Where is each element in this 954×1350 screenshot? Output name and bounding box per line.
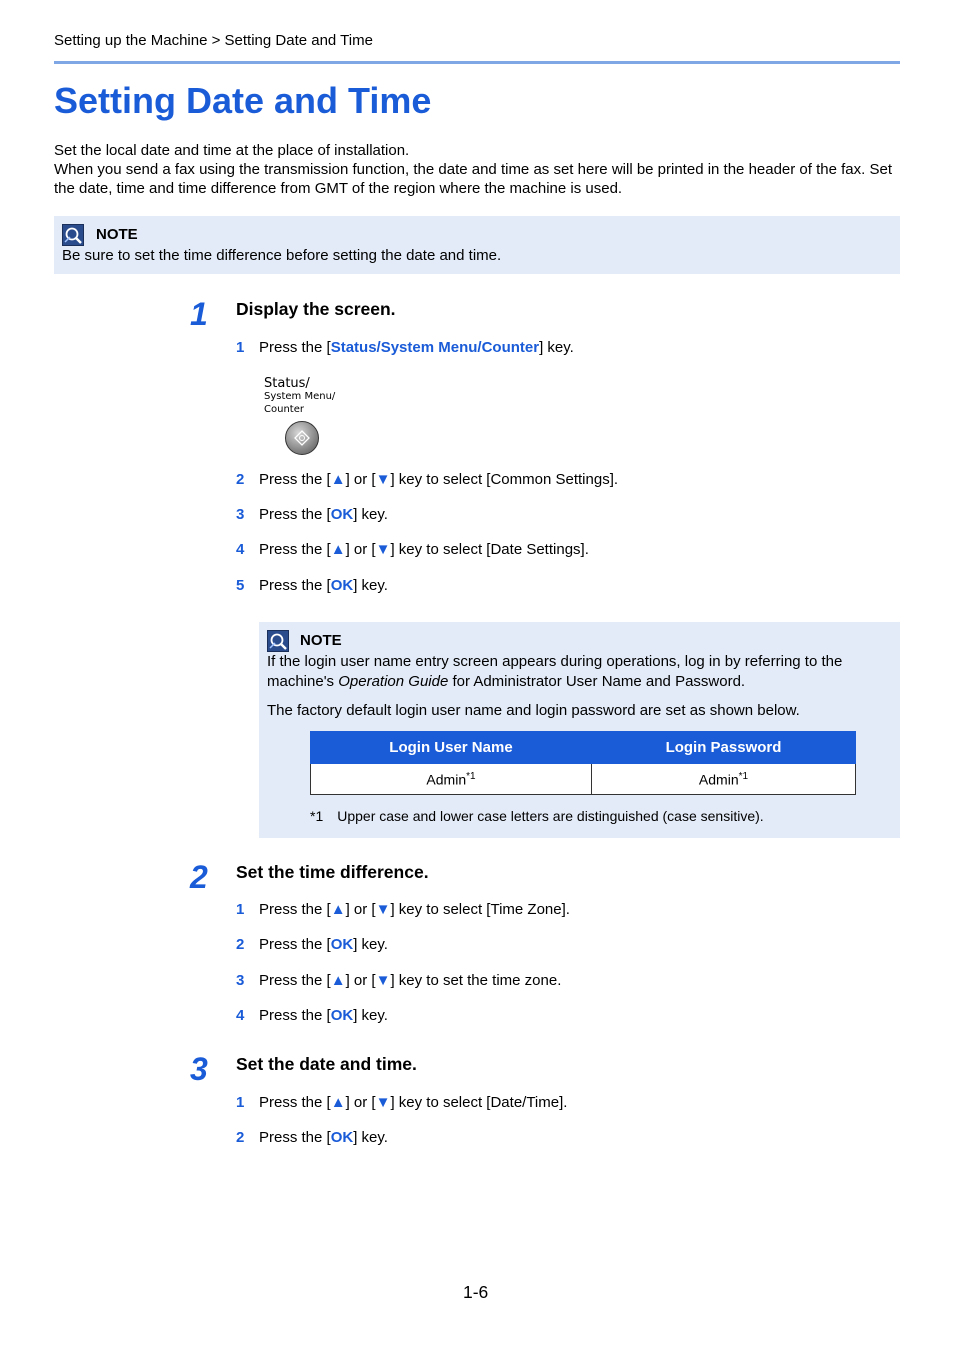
intro-text <box>54 141 900 198</box>
table-cell: Admin$^{*1}$ <box>591 764 855 795</box>
substep-number: 1 <box>236 339 245 356</box>
step-number: 3 <box>190 1051 208 1087</box>
substep-number: 4 <box>236 1007 245 1024</box>
header-rule <box>54 61 900 64</box>
page-title: Setting Date and Time <box>54 80 432 121</box>
substep-text: Press the [Status/System Menu/Counter] key. <box>259 339 574 356</box>
key-name: OK <box>330 1129 354 1146</box>
table-row <box>311 764 856 795</box>
key-label: System Menu/ <box>264 391 336 402</box>
substep-number: 2 <box>236 1129 245 1146</box>
status-key-button-icon <box>284 420 320 456</box>
substep-number: 3 <box>236 972 245 989</box>
substep-text: Press the [▲] or [▼] key to select [Date/Time]. <box>259 1094 568 1111</box>
up-arrow-icon: ▲ <box>330 901 346 918</box>
substep-number: 4 <box>236 541 245 558</box>
step-number: 1 <box>190 296 208 332</box>
up-arrow-icon: ▲ <box>330 541 346 558</box>
login-table <box>310 731 856 795</box>
substep-number: 2 <box>236 471 245 488</box>
substep-number: 1 <box>236 901 245 918</box>
page-number: 1-6 <box>463 1282 489 1302</box>
substep-number: 2 <box>236 936 245 953</box>
intro-line-1: Set the local date and time at the place of installation. <box>54 142 410 159</box>
down-arrow-icon: ▼ <box>375 901 391 918</box>
substep-text: Press the [▲] or [▼] key to select [Date Settings]. <box>259 541 589 558</box>
breadcrumb: Setting up the Machine > Setting Date and Time <box>54 32 373 49</box>
note-text: The factory default login user name and login password are set as shown below. <box>267 702 800 719</box>
key-label: Counter <box>264 404 304 415</box>
key-name: Status/System Menu/Counter <box>330 339 540 356</box>
step-title: Display the screen. <box>236 299 396 319</box>
table-cell: Admin$^{*1}$ <box>311 764 592 795</box>
footnote: *1 Upper case and lower case letters are distinguished (case sensitive). <box>310 808 764 824</box>
up-arrow-icon: ▲ <box>330 1094 346 1111</box>
note-heading: NOTE <box>300 632 342 649</box>
step-number: 2 <box>190 859 208 895</box>
status-key-illustration <box>262 376 362 458</box>
note-box <box>259 622 900 838</box>
note-icon <box>62 224 84 246</box>
substep-text: Press the [▲] or [▼] key to select [Common Settings]. <box>259 471 619 488</box>
note-text: Be sure to set the time difference before setting the date and time. <box>62 247 502 264</box>
substep-text: Press the [OK] key. <box>259 936 388 953</box>
key-name: OK <box>330 936 354 953</box>
substep-number: 3 <box>236 506 245 523</box>
substep-text: Press the [▲] or [▼] key to select [Time Zone]. <box>259 901 570 918</box>
up-arrow-icon: ▲ <box>330 471 346 488</box>
substep-text: Press the [OK] key. <box>259 1007 388 1024</box>
substep-text: Press the [OK] key. <box>259 506 388 523</box>
key-name: OK <box>330 1007 354 1024</box>
note-heading: NOTE <box>96 226 138 243</box>
substep-text: Press the [▲] or [▼] key to set the time zone. <box>259 972 562 989</box>
note-box <box>54 216 900 274</box>
key-label: Status/ <box>264 376 310 391</box>
up-arrow-icon: ▲ <box>330 972 346 989</box>
substep-text: Press the [OK] key. <box>259 1129 388 1146</box>
note-text: If the login user name entry screen appears during operations, log in by referring to the machine's Operation Guide for Administrator User Name and Password. <box>267 653 843 690</box>
substep-number: 1 <box>236 1094 245 1111</box>
key-name: OK <box>330 506 354 523</box>
table-header: Login Password <box>591 732 855 764</box>
down-arrow-icon: ▼ <box>375 1094 391 1111</box>
intro-line-2: When you send a fax using the transmission function, the date and time as set here will be printed in the header of the fax. Set the date, time and time difference from GMT of the region where the machine is used. <box>54 161 892 197</box>
key-name: OK <box>330 577 354 594</box>
substep-number: 5 <box>236 577 245 594</box>
down-arrow-icon: ▼ <box>375 471 391 488</box>
down-arrow-icon: ▼ <box>375 972 391 989</box>
step-title: Set the time difference. <box>236 862 429 882</box>
note-icon <box>267 630 289 652</box>
substep-text: Press the [OK] key. <box>259 577 388 594</box>
down-arrow-icon: ▼ <box>375 541 391 558</box>
step-title: Set the date and time. <box>236 1054 417 1074</box>
table-header: Login User Name <box>311 732 592 764</box>
